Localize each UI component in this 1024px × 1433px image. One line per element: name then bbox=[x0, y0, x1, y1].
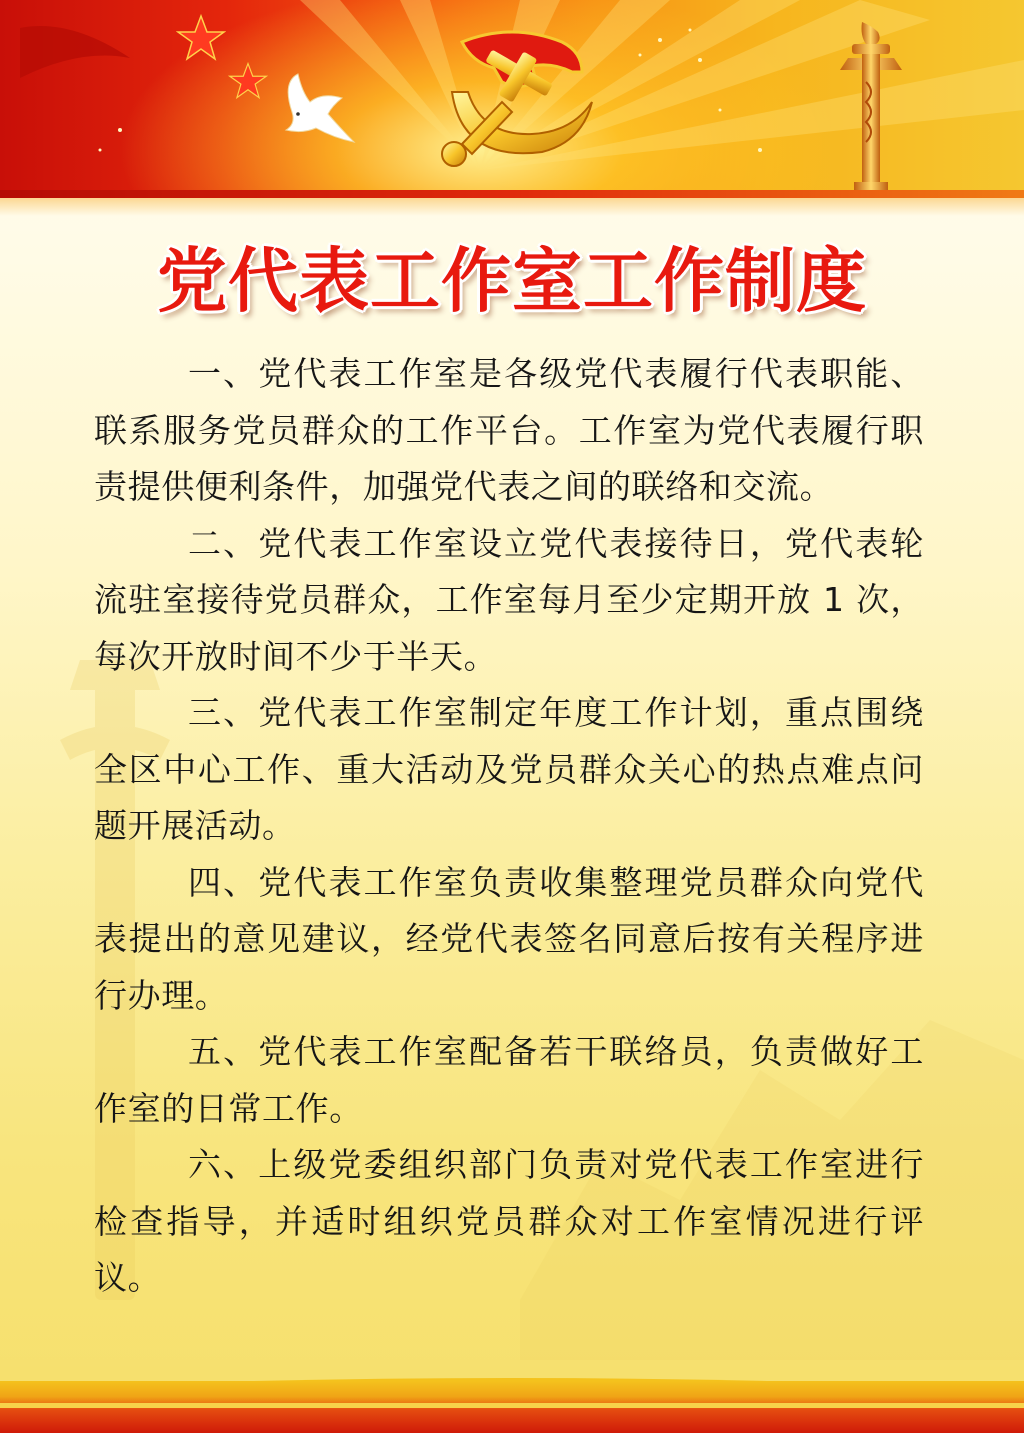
page-title: 党代表工作室工作制度 bbox=[157, 240, 867, 322]
party-emblem-icon bbox=[432, 22, 602, 172]
regulation-item-5: 五、党代表工作室配备若干联络员，负责做好工作室的日常工作。 bbox=[94, 1032, 924, 1128]
regulation-item-4: 四、党代表工作室负责收集整理党员群众向党代表提出的意见建议，经党代表签名同意后按有关程序进行办理。 bbox=[94, 862, 924, 1015]
regulation-item-3: 三、党代表工作室制定年度工作计划，重点围绕全区中心工作、重大活动及党员群众关心的热点难点问题开展活动。 bbox=[94, 693, 924, 845]
dove-icon bbox=[272, 72, 356, 148]
footer-line bbox=[0, 1403, 1024, 1408]
regulation-item-6: 六、上级党委组织部门负责对党代表工作室进行检查指导，并适时组织党员群众对工作室情况进行评议。 bbox=[94, 1145, 924, 1297]
star-icon bbox=[228, 62, 268, 100]
regulation-item-2: 二、党代表工作室设立党代表接待日，党代表轮流驻室接待党员群众，工作室每月至少定期开放 1 次，每次开放时间不少于半天。 bbox=[94, 523, 924, 676]
regulation-item-1: 一、党代表工作室是各级党代表履行代表职能、联系服务党员群众的工作平台。工作室为党代表履行职责提供便利条件，加强党代表之间的联络和交流。 bbox=[94, 354, 924, 506]
header-fade bbox=[0, 198, 1024, 216]
header-banner bbox=[0, 0, 1024, 196]
header-stripe bbox=[0, 190, 1024, 198]
flag-swoosh bbox=[20, 18, 130, 98]
huabiao-pillar-icon bbox=[836, 22, 906, 194]
regulations-body bbox=[94, 346, 924, 1307]
star-icon bbox=[176, 14, 226, 62]
